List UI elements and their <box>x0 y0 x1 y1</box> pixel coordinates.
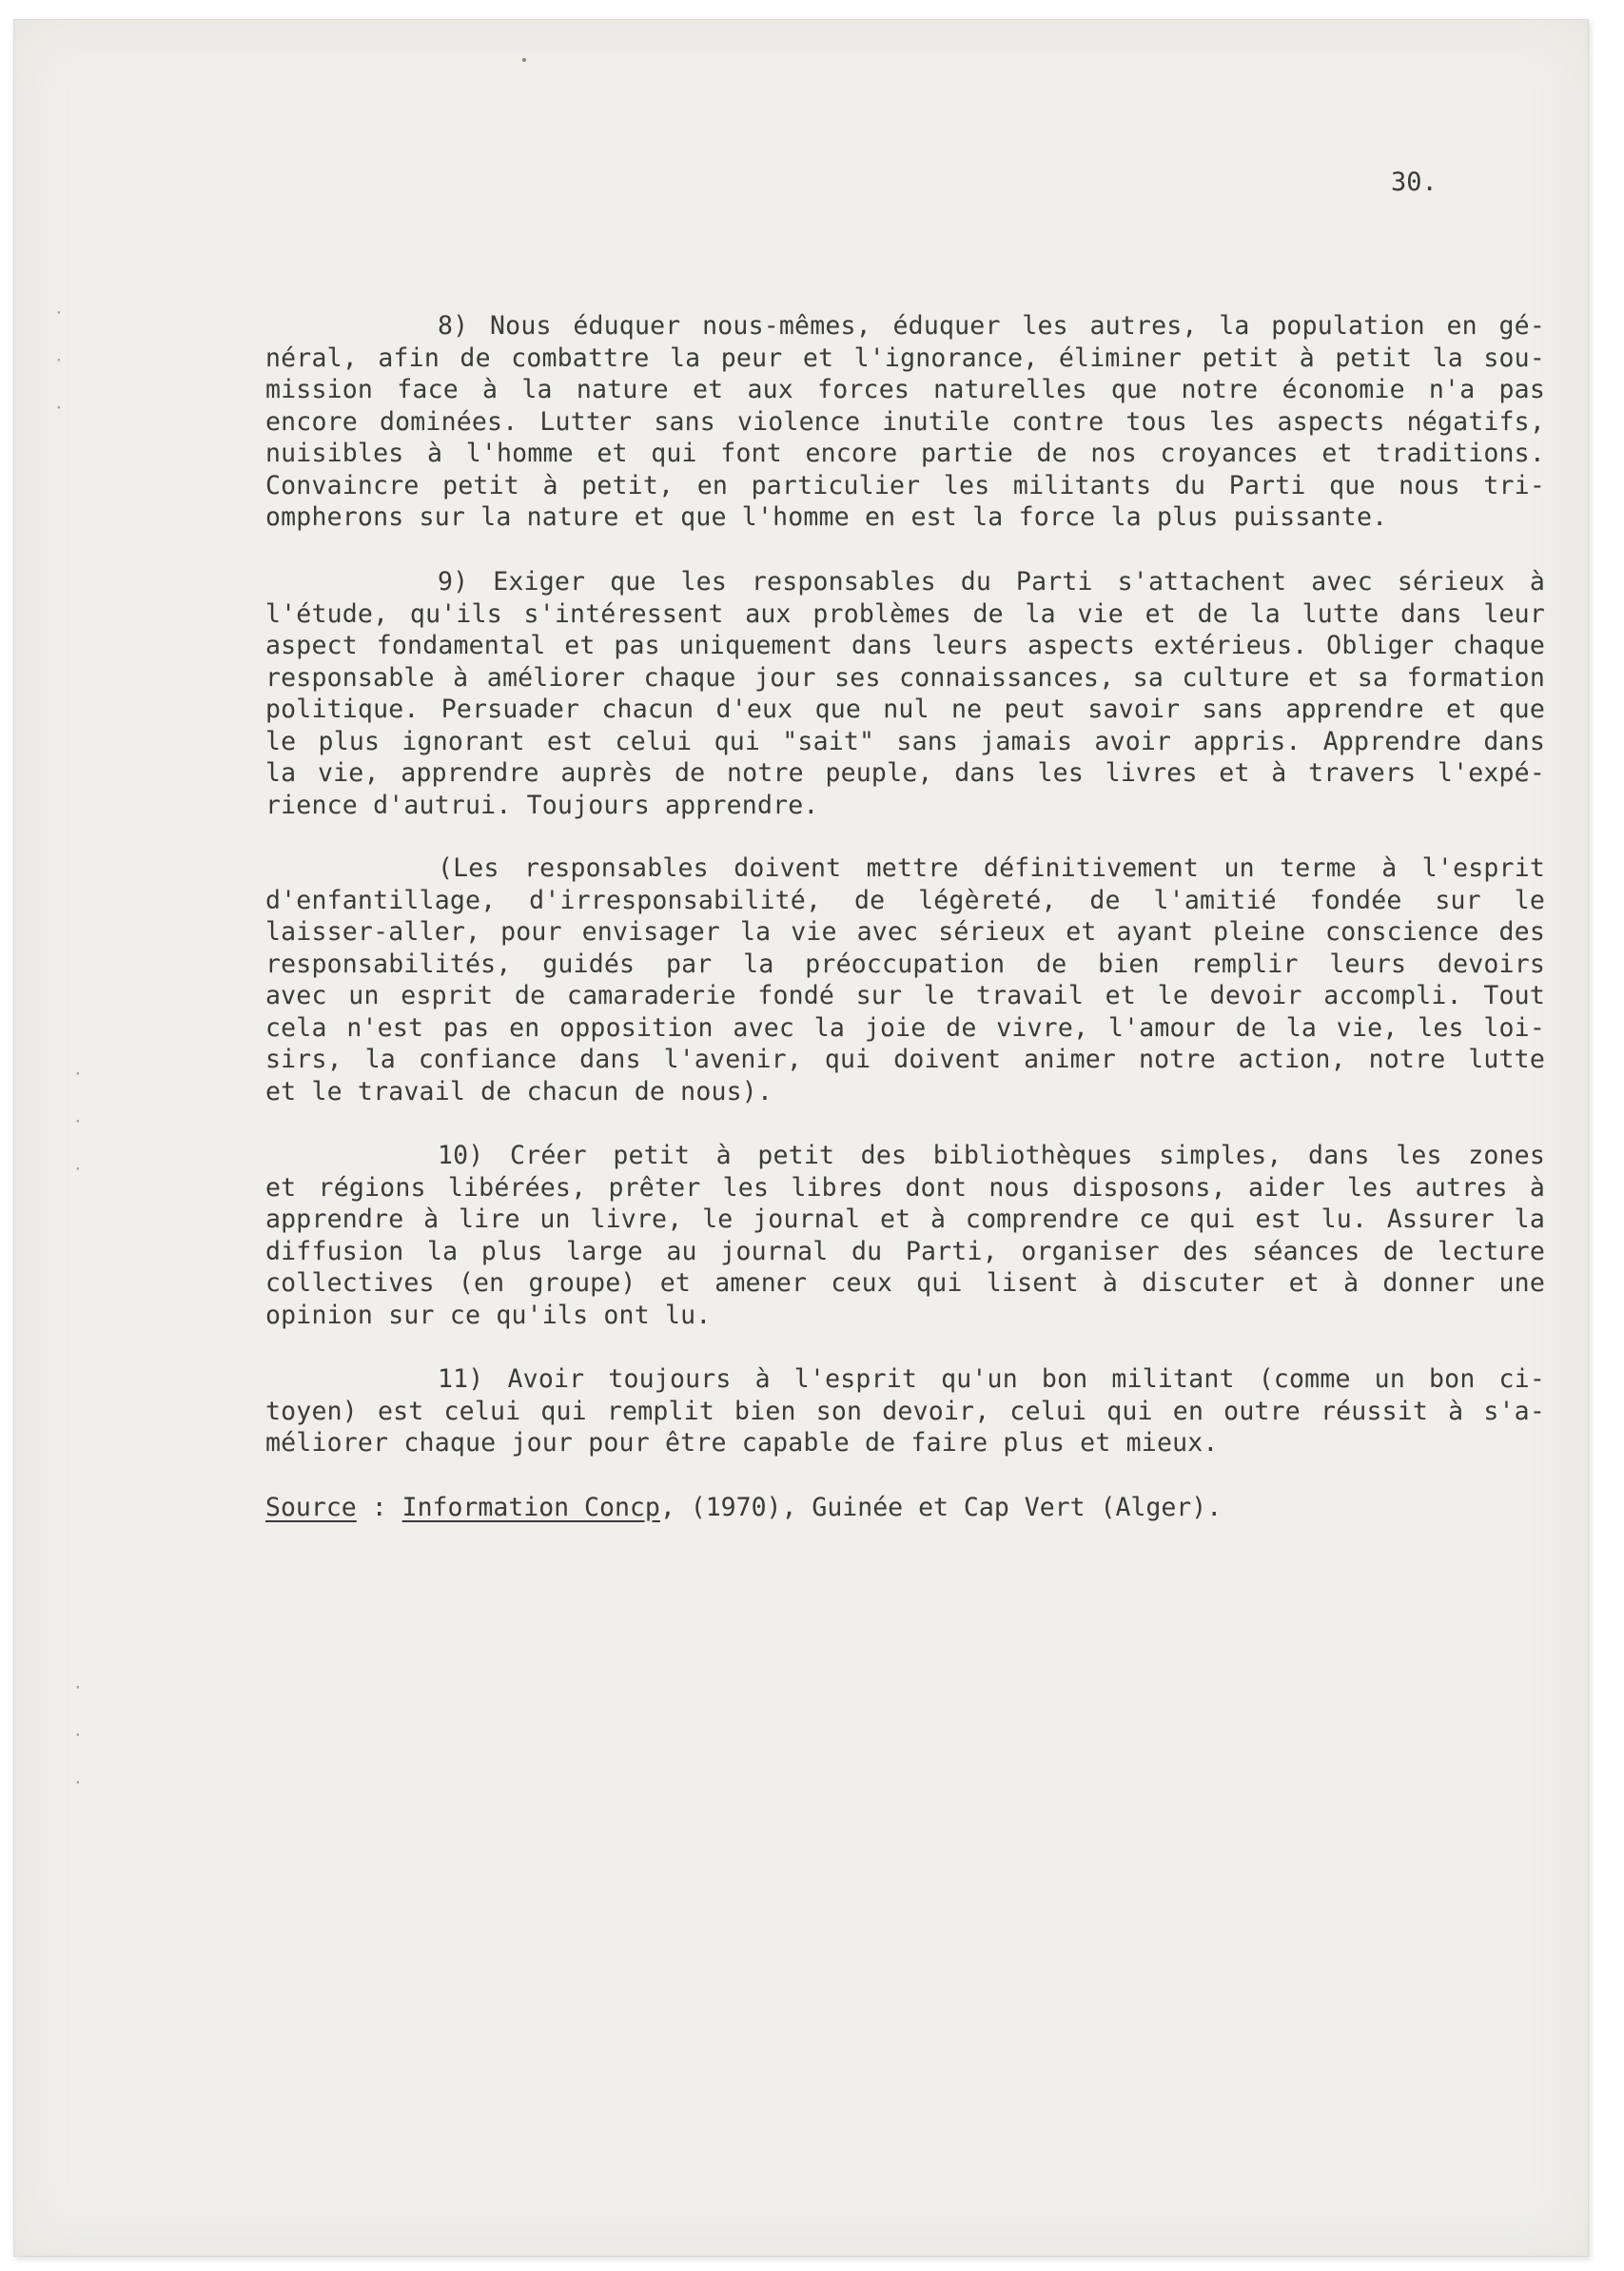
paragraph-11 <box>265 1363 1545 1459</box>
paragraph-line: politique. Persuader chacun d'eux que nul ne peut savoir sans apprendre et que <box>265 695 1545 724</box>
paragraph-line: cela n'est pas en opposition avec la joie de vivre, l'amour de la vie, les loi- <box>265 1012 1545 1043</box>
paragraph-line: responsable à améliorer chaque jour ses connaissances, sa culture et sa formation <box>265 662 1545 693</box>
binding-mark: · <box>73 1065 83 1083</box>
paragraph-line: néral, afin de combattre la peur et l'ignorance, éliminer petit à petit la sou- <box>265 343 1545 373</box>
paragraph-line: le plus ignorant est celui qui "sait" sans jamais avoir appris. Apprendre dans <box>265 726 1545 756</box>
paragraph-line: avec un esprit de camaraderie fondé sur le travail et le devoir accompli. Tout <box>265 981 1545 1010</box>
binding-mark: · <box>73 1160 83 1178</box>
paragraph-line: aspect fondamental et pas uniquement dans leurs aspects extérieus. Obliger chaque <box>265 631 1545 660</box>
binding-mark: · <box>73 1773 83 1791</box>
paragraph-9-note <box>265 852 1545 1107</box>
binding-mark: · <box>54 351 64 369</box>
paragraph-line: laisser-aller, pour envisager la vie avec sérieux et ayant pleine conscience des <box>265 917 1545 947</box>
paragraph-line: responsabilités, guidés par la préoccupation de bien remplir leurs devoirs <box>265 949 1545 979</box>
paragraph-line: rience d'autrui. Toujours apprendre. <box>265 790 819 820</box>
paragraph-line: et le travail de chacun de nous). <box>265 1076 773 1106</box>
ink-speck <box>522 58 526 62</box>
paragraph-line: 8) Nous éduquer nous-mêmes, éduquer les autres, la population en gé- <box>438 311 1545 341</box>
binding-mark: · <box>54 399 64 417</box>
paragraph-line: apprendre à lire un livre, le journal et à comprendre ce qui est lu. Assurer la <box>265 1204 1545 1234</box>
paragraph-line: 9) Exiger que les responsables du Parti s'attachent avec sérieux à <box>438 567 1545 597</box>
source-title: Information Concp <box>401 1493 660 1522</box>
paragraph-line: ompherons sur la nature et que l'homme en est la force la plus puissante. <box>265 502 1388 532</box>
paragraph-line: opinion sur ce qu'ils ont lu. <box>265 1300 712 1330</box>
paragraph-10 <box>265 1140 1545 1331</box>
binding-mark: · <box>73 1678 83 1696</box>
paragraph-line: d'enfantillage, d'irresponsabilité, de légèreté, de l'amitié fondée sur le <box>265 885 1545 915</box>
paragraph-line: la vie, apprendre auprès de notre peuple, dans les livres et à travers l'expé- <box>265 758 1545 788</box>
paragraph-line: méliorer chaque jour pour être capable de faire plus et mieux. <box>265 1428 1219 1458</box>
source-separator: : <box>356 1493 402 1522</box>
paragraph-line: toyen) est celui qui remplit bien son devoir, celui qui en outre réussit à s'a- <box>265 1396 1545 1426</box>
source-label: Source <box>265 1493 357 1522</box>
paragraph-line: (Les responsables doivent mettre définitivement un terme à l'esprit <box>438 853 1545 883</box>
binding-mark: · <box>73 1726 83 1744</box>
paragraph-9 <box>265 566 1545 821</box>
paragraph-line: diffusion la plus large au journal du Parti, organiser des séances de lecture <box>265 1236 1545 1266</box>
source-details: , (1970), Guinée et Cap Vert (Alger). <box>659 1493 1223 1522</box>
paragraph-line: nuisibles à l'homme et qui font encore partie de nos croyances et traditions. <box>265 439 1545 468</box>
paragraph-line: 11) Avoir toujours à l'esprit qu'un bon militant (comme un bon ci- <box>438 1364 1545 1394</box>
page-number: 30. <box>1391 167 1438 197</box>
binding-mark: · <box>54 303 64 322</box>
paragraph-line: Convaincre petit à petit, en particulier les militants du Parti que nous tri- <box>265 470 1545 500</box>
paragraph-line: collectives (en groupe) et amener ceux qui lisent à discuter et à donner une <box>265 1268 1545 1298</box>
source-citation <box>265 1492 1222 1524</box>
paragraph-line: encore dominées. Lutter sans violence inutile contre tous les aspects négatifs, <box>265 406 1545 437</box>
paragraph-line: sirs, la confiance dans l'avenir, qui doivent animer notre action, notre lutte <box>265 1045 1545 1074</box>
paragraph-line: mission face à la nature et aux forces naturelles que notre économie n'a pas <box>265 375 1545 404</box>
binding-mark: · <box>73 1112 83 1130</box>
paragraph-line: l'étude, qu'ils s'intéressent aux problèmes de la vie et de la lutte dans leur <box>265 598 1545 629</box>
paragraph-line: 10) Créer petit à petit des bibliothèques simples, dans les zones <box>438 1141 1545 1170</box>
paragraph-8 <box>265 310 1545 534</box>
paragraph-line: et régions libérées, prêter les libres dont nous disposons, aider les autres à <box>265 1172 1545 1203</box>
